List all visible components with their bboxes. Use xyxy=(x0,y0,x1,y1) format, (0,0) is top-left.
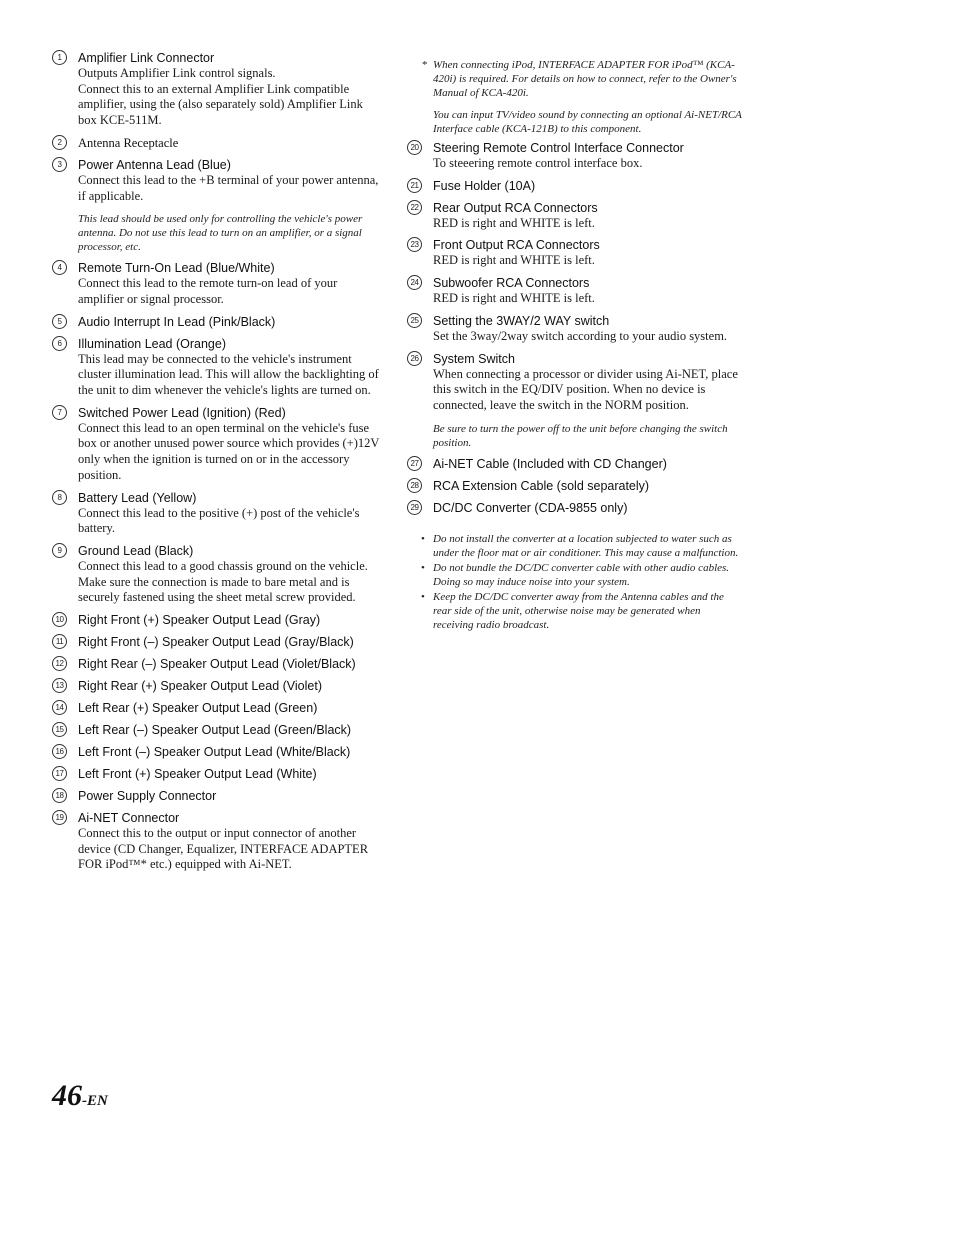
item-number-badge: 6 xyxy=(52,336,67,351)
item-description: When connecting a processor or divider using Ai-NET, place this switch in the EQ/DIV position. When no device is connected, leave the switch in the NORM position. xyxy=(433,366,738,412)
item-title: Right Rear (+) Speaker Output Lead (Violet) xyxy=(78,679,322,694)
item-title: Setting the 3WAY/2 WAY switch xyxy=(433,313,610,328)
right-column xyxy=(407,48,742,633)
item-title: Illumination Lead (Orange) xyxy=(78,336,226,351)
item-14 xyxy=(52,698,382,716)
item-number-badge: 14 xyxy=(52,700,67,715)
item-title: Ground Lead (Black) xyxy=(78,543,194,558)
item-number-badge: 17 xyxy=(52,766,67,781)
item-number-badge: 13 xyxy=(52,678,67,693)
item-note: This lead should be used only for controlling the vehicle's power antenna. Do not use this lead to turn on an amplifier, or a signal processor, etc. xyxy=(78,213,363,254)
item-description: RED is right and WHITE is left. xyxy=(433,215,595,230)
item-description: RED is right and WHITE is left. xyxy=(433,253,595,268)
item-12 xyxy=(52,654,382,672)
item-number-badge: 4 xyxy=(52,260,67,275)
item-title: System Switch xyxy=(433,351,515,366)
item-18 xyxy=(52,786,382,804)
item-number-badge: 12 xyxy=(52,656,67,671)
item-title: Left Front (–) Speaker Output Lead (White/Black) xyxy=(78,745,351,760)
item-description: To steeering remote control interface box. xyxy=(433,156,643,170)
warning-bullet xyxy=(407,532,742,560)
item-title: Power Supply Connector xyxy=(78,789,217,804)
item-title: Antenna Receptacle xyxy=(78,135,179,150)
item-number-badge: 9 xyxy=(52,543,67,558)
item-number-badge: 18 xyxy=(52,788,67,803)
item-description: RED is right and WHITE is left. xyxy=(433,291,595,306)
item-28 xyxy=(407,476,742,494)
item-title: Subwoofer RCA Connectors xyxy=(433,276,590,291)
item-title: Ai-NET Connector xyxy=(78,811,180,826)
item-number-badge: 23 xyxy=(407,237,422,252)
item-title: Battery Lead (Yellow) xyxy=(78,490,197,505)
item-number-badge: 22 xyxy=(407,200,422,215)
item-number-badge: 10 xyxy=(52,612,67,627)
item-10 xyxy=(52,610,382,628)
warning-text: Do not bundle the DC/DC converter cable with other audio cables. Doing so may induce noise into your system. xyxy=(433,561,730,588)
item-3 xyxy=(52,155,382,254)
item-description: Connect this lead to the positive (+) post of the vehicle's battery. xyxy=(78,505,360,536)
item-21 xyxy=(407,176,742,194)
item-title: Audio Interrupt In Lead (Pink/Black) xyxy=(78,314,276,329)
item-description: Connect this lead to the +B terminal of your power antenna, if applicable. xyxy=(78,172,379,203)
right-entry-list xyxy=(407,138,742,520)
footnote-asterisk: * xyxy=(422,59,428,71)
item-15 xyxy=(52,720,382,738)
item-title: Power Antenna Lead (Blue) xyxy=(78,157,231,172)
item-title: Steering Remote Control Interface Connector xyxy=(433,141,684,155)
item-22 xyxy=(407,198,742,232)
item-1 xyxy=(52,48,382,129)
item-29 xyxy=(407,498,742,516)
item-2 xyxy=(52,133,382,151)
page-number xyxy=(52,1078,108,1119)
item-title: RCA Extension Cable (sold separately) xyxy=(433,478,650,493)
bullet-dot-icon: • xyxy=(421,561,425,574)
item-4 xyxy=(52,258,382,307)
item-description: Connect this lead to an open terminal on the vehicle's fuse box or another unused power source which provides (+)12V only when the ignition is turned on or in the accessory position. xyxy=(78,420,380,482)
item-description: Connect this lead to a good chassis ground on the vehicle. Make sure the connection is made to bare metal and is securely fastened using the sheet metal screw provided. xyxy=(78,558,368,605)
ipod-footnote xyxy=(407,58,742,136)
item-title: Remote Turn-On Lead (Blue/White) xyxy=(78,261,275,276)
item-19 xyxy=(52,808,382,873)
item-number-badge: 11 xyxy=(52,634,67,649)
item-13 xyxy=(52,676,382,694)
item-title: Left Rear (+) Speaker Output Lead (Green) xyxy=(78,701,318,716)
item-number-badge: 3 xyxy=(52,157,67,172)
warning-bullet xyxy=(407,561,742,589)
item-description: Connect this lead to the remote turn-on lead of your amplifier or signal processor. xyxy=(78,276,338,306)
item-9 xyxy=(52,541,382,606)
item-title: Switched Power Lead (Ignition) (Red) xyxy=(78,405,286,420)
bullet-dot-icon: • xyxy=(421,590,425,603)
item-11 xyxy=(52,632,382,650)
footnote-line-1: When connecting iPod, INTERFACE ADAPTER FOR iPod™ (KCA-420i) is required. For details on how to connect, refer to the Owner's Manual of KCA-420i. xyxy=(433,59,737,99)
item-number-badge: 26 xyxy=(407,351,422,366)
item-6 xyxy=(52,334,382,399)
warning-text: Keep the DC/DC converter away from the Antenna cables and the rear side of the unit, otherwise noise may be generated when receiving radio broadcast. xyxy=(433,590,724,631)
item-number-badge: 20 xyxy=(407,140,422,155)
item-number-badge: 29 xyxy=(407,500,422,515)
item-number-badge: 25 xyxy=(407,313,422,328)
item-note: Be sure to turn the power off to the unit before changing the switch position. xyxy=(433,422,728,449)
item-number-badge: 24 xyxy=(407,275,422,290)
item-title: Amplifier Link Connector xyxy=(78,51,215,65)
item-description: Connect this to the output or input connector of another device (CD Changer, Equalizer, INTERFACE ADAPTER FOR iPod™* etc.) equipped with Ai-NET. xyxy=(78,826,369,872)
item-title: Right Rear (–) Speaker Output Lead (Violet/Black) xyxy=(78,657,356,672)
item-26 xyxy=(407,349,742,450)
item-number-badge: 15 xyxy=(52,722,67,737)
item-title: Ai-NET Cable (Included with CD Changer) xyxy=(433,456,667,471)
footnote-line-2: You can input TV/video sound by connecting an optional Ai-NET/RCA Interface cable (KCA-121B) to this component. xyxy=(433,109,742,135)
item-25 xyxy=(407,311,742,345)
item-title: Fuse Holder (10A) xyxy=(433,178,536,193)
item-description: Set the 3way/2way switch according to your audio system. xyxy=(433,328,728,343)
warning-text: Do not install the converter at a location subjected to water such as under the floor mat or air conditioner. This may cause a malfunction. xyxy=(433,532,739,559)
item-27 xyxy=(407,454,742,472)
item-description: This lead may be connected to the vehicle's instrument cluster illumination lead. This will allow the backlighting of the unit to dim whenever the vehicle's lights are turned on. xyxy=(78,351,379,398)
item-7 xyxy=(52,403,382,484)
item-20 xyxy=(407,138,742,172)
item-description: Outputs Amplifier Link control signals. Connect this to an external Amplifier Link compatible amplifier, using the (also separately sold) Amplifier Link box KCE-511M. xyxy=(78,66,363,128)
bullet-dot-icon: • xyxy=(421,532,425,545)
left-column xyxy=(52,48,382,877)
item-title: Left Front (+) Speaker Output Lead (White) xyxy=(78,767,317,782)
item-5 xyxy=(52,312,382,330)
item-title: Right Front (+) Speaker Output Lead (Gray) xyxy=(78,613,321,628)
item-number-badge: 28 xyxy=(407,478,422,493)
page-number-suffix: -EN xyxy=(82,1093,108,1109)
item-number-badge: 5 xyxy=(52,314,67,329)
item-16 xyxy=(52,742,382,760)
warning-bullet xyxy=(407,590,742,632)
page-number-value: 46 xyxy=(52,1079,82,1112)
item-number-badge: 8 xyxy=(52,490,67,505)
item-number-badge: 16 xyxy=(52,744,67,759)
item-title: Rear Output RCA Connectors xyxy=(433,200,598,215)
converter-warnings xyxy=(407,532,742,632)
item-24 xyxy=(407,273,742,307)
item-number-badge: 19 xyxy=(52,810,67,825)
item-title: Front Output RCA Connectors xyxy=(433,238,600,253)
item-8 xyxy=(52,488,382,537)
item-number-badge: 21 xyxy=(407,178,422,193)
item-number-badge: 2 xyxy=(52,135,67,150)
item-title: Right Front (–) Speaker Output Lead (Gray/Black) xyxy=(78,635,354,650)
item-23 xyxy=(407,235,742,269)
item-number-badge: 1 xyxy=(52,50,67,65)
item-number-badge: 27 xyxy=(407,456,422,471)
item-number-badge: 7 xyxy=(52,405,67,420)
item-title: Left Rear (–) Speaker Output Lead (Green/Black) xyxy=(78,723,352,738)
item-17 xyxy=(52,764,382,782)
item-title: DC/DC Converter (CDA-9855 only) xyxy=(433,500,628,515)
